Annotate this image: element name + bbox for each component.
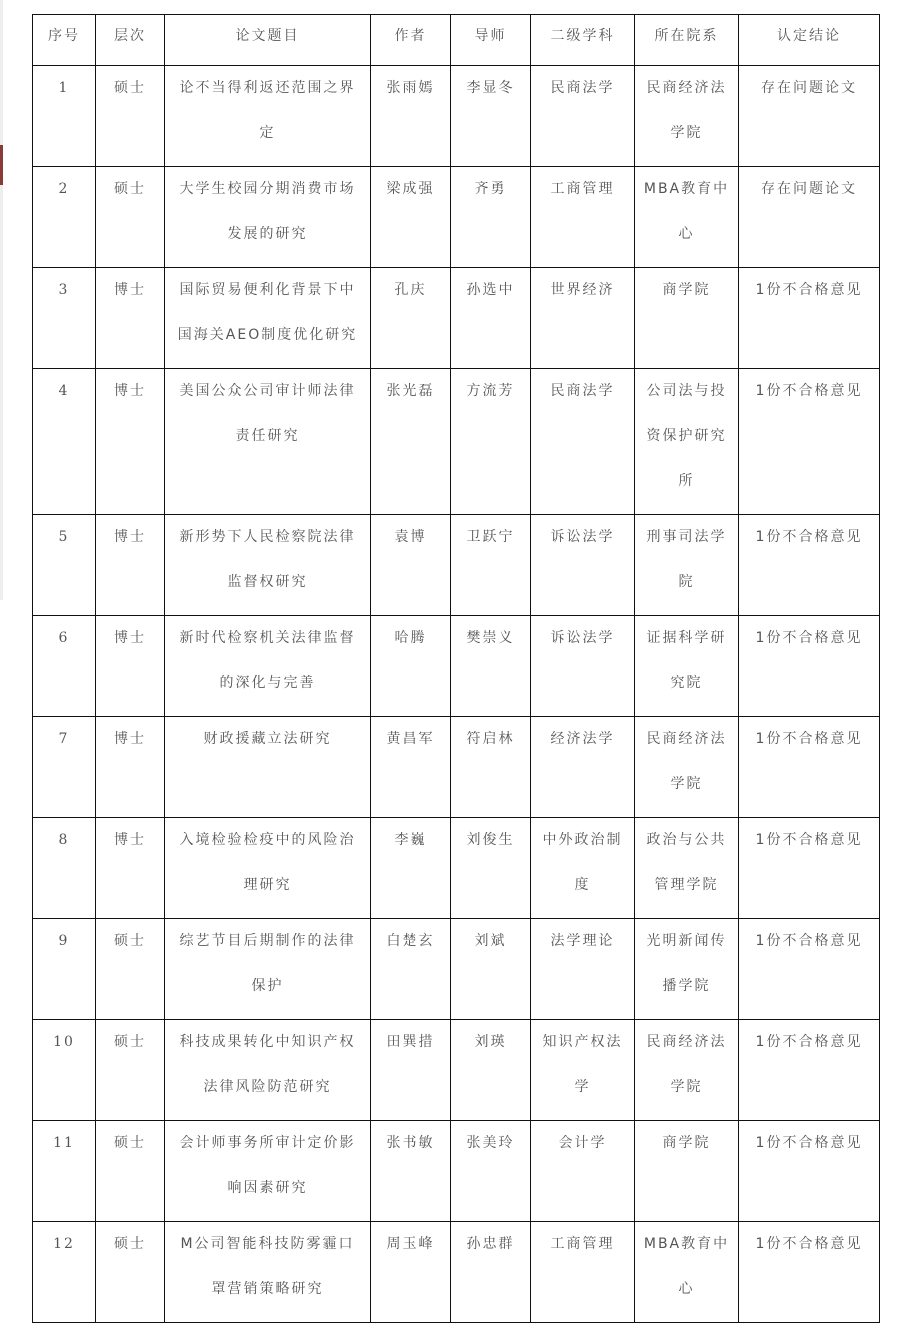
cell-conclusion: 存在问题论文 (739, 66, 880, 167)
cell-level: 硕士 (96, 1121, 165, 1222)
cell-level: 博士 (96, 515, 165, 616)
table-row (33, 1222, 880, 1323)
cell-no: 2 (33, 167, 96, 268)
cell-discipline: 法学理论 (531, 919, 635, 1020)
cell-level: 硕士 (96, 167, 165, 268)
cell-no: 5 (33, 515, 96, 616)
cell-discipline: 诉讼法学 (531, 616, 635, 717)
cell-department: MBA教育中心 (635, 167, 739, 268)
header-author: 作者 (371, 15, 451, 66)
cell-department: 商学院 (635, 268, 739, 369)
cell-title: 国际贸易便利化背景下中国海关AEO制度优化研究 (165, 268, 371, 369)
cell-discipline: 会计学 (531, 1121, 635, 1222)
cell-author: 黄昌军 (371, 717, 451, 818)
cell-no: 7 (33, 717, 96, 818)
table-row (33, 717, 880, 818)
cell-conclusion: 1份不合格意见 (739, 369, 880, 515)
cell-level: 博士 (96, 616, 165, 717)
cell-author: 袁博 (371, 515, 451, 616)
cell-discipline: 诉讼法学 (531, 515, 635, 616)
cell-department: 民商经济法学院 (635, 717, 739, 818)
cell-discipline: 知识产权法学 (531, 1020, 635, 1121)
table-row (33, 268, 880, 369)
cell-conclusion: 1份不合格意见 (739, 268, 880, 369)
cell-department: 公司法与投资保护研究所 (635, 369, 739, 515)
cell-level: 硕士 (96, 1222, 165, 1323)
cell-title: 论不当得利返还范围之界定 (165, 66, 371, 167)
table-row (33, 616, 880, 717)
table-header-row (33, 15, 880, 66)
cell-author: 梁成强 (371, 167, 451, 268)
cell-title: 综艺节目后期制作的法律保护 (165, 919, 371, 1020)
cell-no: 12 (33, 1222, 96, 1323)
cell-level: 硕士 (96, 1020, 165, 1121)
cell-author: 哈腾 (371, 616, 451, 717)
cell-title: 美国公众公司审计师法律责任研究 (165, 369, 371, 515)
cell-discipline: 民商法学 (531, 66, 635, 167)
cell-conclusion: 1份不合格意见 (739, 919, 880, 1020)
cell-department: 民商经济法学院 (635, 1020, 739, 1121)
header-no: 序号 (33, 15, 96, 66)
cell-advisor: 李显冬 (451, 66, 531, 167)
cell-title: 新时代检察机关法律监督的深化与完善 (165, 616, 371, 717)
cell-author: 白楚玄 (371, 919, 451, 1020)
cell-level: 博士 (96, 268, 165, 369)
cell-advisor: 齐勇 (451, 167, 531, 268)
cell-advisor: 孙选中 (451, 268, 531, 369)
cell-no: 11 (33, 1121, 96, 1222)
cell-department: 民商经济法学院 (635, 66, 739, 167)
thesis-list-table (32, 14, 880, 1323)
cell-title: 财政援藏立法研究 (165, 717, 371, 818)
cell-title: 会计师事务所审计定价影响因素研究 (165, 1121, 371, 1222)
cell-department: 商学院 (635, 1121, 739, 1222)
cell-advisor: 卫跃宁 (451, 515, 531, 616)
cell-department: 政治与公共管理学院 (635, 818, 739, 919)
table-row (33, 1121, 880, 1222)
header-conclusion: 认定结论 (739, 15, 880, 66)
cell-advisor: 刘瑛 (451, 1020, 531, 1121)
cell-conclusion: 1份不合格意见 (739, 616, 880, 717)
cell-no: 3 (33, 268, 96, 369)
cell-title: 新形势下人民检察院法律监督权研究 (165, 515, 371, 616)
cell-department: 光明新闻传播学院 (635, 919, 739, 1020)
cell-author: 张书敏 (371, 1121, 451, 1222)
table-row (33, 919, 880, 1020)
cell-advisor: 张美玲 (451, 1121, 531, 1222)
cell-conclusion: 1份不合格意见 (739, 1121, 880, 1222)
cell-conclusion: 1份不合格意见 (739, 818, 880, 919)
cell-author: 田巽措 (371, 1020, 451, 1121)
page-edge-accent (0, 145, 3, 185)
cell-advisor: 刘俊生 (451, 818, 531, 919)
header-level: 层次 (96, 15, 165, 66)
cell-level: 博士 (96, 818, 165, 919)
cell-discipline: 世界经济 (531, 268, 635, 369)
header-advisor: 导师 (451, 15, 531, 66)
cell-conclusion: 1份不合格意见 (739, 1020, 880, 1121)
cell-title: M公司智能科技防雾霾口罩营销策略研究 (165, 1222, 371, 1323)
cell-level: 博士 (96, 369, 165, 515)
cell-advisor: 符启林 (451, 717, 531, 818)
table-row (33, 818, 880, 919)
cell-conclusion: 1份不合格意见 (739, 717, 880, 818)
cell-no: 9 (33, 919, 96, 1020)
table-row (33, 1020, 880, 1121)
header-title: 论文题目 (165, 15, 371, 66)
cell-discipline: 工商管理 (531, 1222, 635, 1323)
cell-department: MBA教育中心 (635, 1222, 739, 1323)
cell-discipline: 工商管理 (531, 167, 635, 268)
page-edge-strip (0, 0, 3, 600)
cell-author: 张雨嫣 (371, 66, 451, 167)
cell-no: 4 (33, 369, 96, 515)
cell-discipline: 经济法学 (531, 717, 635, 818)
cell-no: 8 (33, 818, 96, 919)
cell-advisor: 刘斌 (451, 919, 531, 1020)
table-row (33, 66, 880, 167)
cell-advisor: 孙忠群 (451, 1222, 531, 1323)
cell-discipline: 中外政治制度 (531, 818, 635, 919)
cell-author: 李巍 (371, 818, 451, 919)
cell-author: 周玉峰 (371, 1222, 451, 1323)
header-discipline: 二级学科 (531, 15, 635, 66)
cell-no: 1 (33, 66, 96, 167)
cell-advisor: 樊崇义 (451, 616, 531, 717)
cell-no: 10 (33, 1020, 96, 1121)
header-department: 所在院系 (635, 15, 739, 66)
cell-author: 孔庆 (371, 268, 451, 369)
table-row (33, 167, 880, 268)
cell-conclusion: 1份不合格意见 (739, 1222, 880, 1323)
table-row (33, 369, 880, 515)
cell-no: 6 (33, 616, 96, 717)
cell-title: 入境检验检疫中的风险治理研究 (165, 818, 371, 919)
cell-author: 张光磊 (371, 369, 451, 515)
cell-conclusion: 1份不合格意见 (739, 515, 880, 616)
cell-level: 博士 (96, 717, 165, 818)
cell-department: 刑事司法学院 (635, 515, 739, 616)
cell-conclusion: 存在问题论文 (739, 167, 880, 268)
cell-discipline: 民商法学 (531, 369, 635, 515)
cell-level: 硕士 (96, 66, 165, 167)
table-row (33, 515, 880, 616)
cell-department: 证据科学研究院 (635, 616, 739, 717)
cell-title: 大学生校园分期消费市场发展的研究 (165, 167, 371, 268)
cell-level: 硕士 (96, 919, 165, 1020)
cell-advisor: 方流芳 (451, 369, 531, 515)
cell-title: 科技成果转化中知识产权法律风险防范研究 (165, 1020, 371, 1121)
